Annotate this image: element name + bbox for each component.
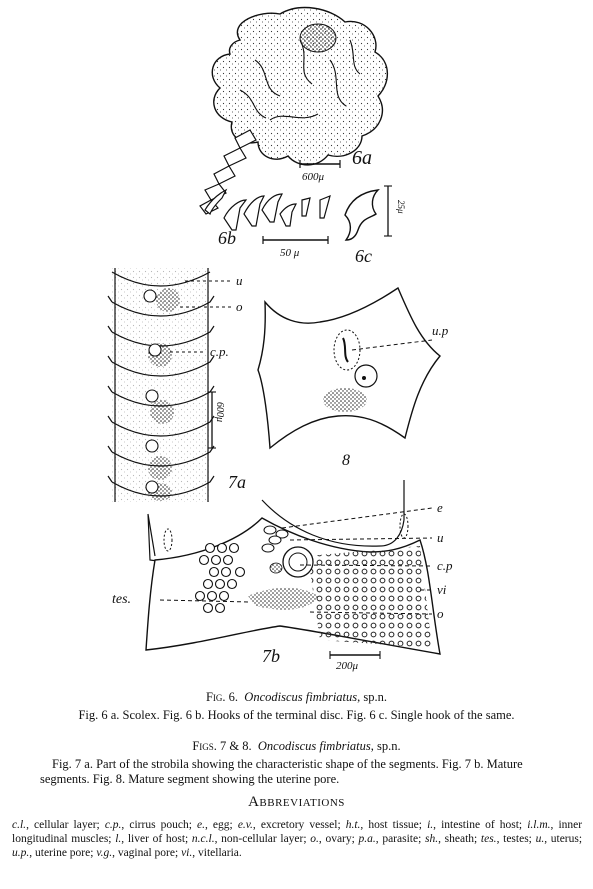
fig-6c-label: 6c [355,246,372,266]
abbreviation-entry [481,833,532,845]
fig-6b-label: 6b [218,228,236,248]
abbreviation-term: u. [535,833,545,845]
fig-7b-label: 7b [262,646,280,666]
scale-bar-7a-label: 600μ [214,402,225,423]
abbreviation-meaning: , excretory vessel; [252,819,341,831]
abbreviation-term: e.v. [237,819,253,831]
abbreviation-term: i.l.m. [527,819,551,831]
figs78-caption-detail: Fig. 7 a. Part of the strobila showing the characteristic shape of the segments. Fig. 7 b. Mature segments. Fig. 8. Mature segment showing the uterine pore. [40,757,523,786]
fig6-caption-title [0,690,593,705]
abbreviation-entry [346,819,422,831]
abbreviation-entry [310,833,355,845]
scale-bar-6b-label: 50 μ [280,247,300,259]
abbreviation-meaning: , egg; [204,819,233,831]
abbreviation-term: o. [310,833,319,845]
abbreviation-meaning: , uterine pore; [29,847,94,859]
abbreviation-term: n.c.l. [191,833,215,845]
abbreviation-term: h.t. [345,819,361,831]
abbreviation-entry [427,819,522,831]
abbreviation-meaning: , host tissue; [360,819,422,831]
figs78-caption-species: Oncodiscus fimbriatus [257,739,371,753]
abbreviation-meaning: , sheath; [438,833,478,845]
abbreviation-meaning: , intestine of host; [433,819,523,831]
abbreviation-term: u.p. [12,847,30,859]
figs78-caption-title [0,739,593,754]
scolex-drawing [200,8,387,214]
abbreviation-term: tes. [480,833,497,845]
fig-6a-label: 6a [352,147,372,169]
abbreviation-meaning: , cirrus pouch; [121,819,192,831]
abbreviation-term: p.a. [358,833,376,845]
figs78-caption-suffix: , sp.n. [370,739,401,753]
abbreviation-meaning: , cellular layer; [26,819,100,831]
abbreviation-entry [359,833,422,845]
abbreviation-term: vi. [181,847,193,859]
annotation-7b-o: o [437,606,444,621]
annotation-8-up: u.p [432,323,449,338]
figs78-caption-prefix: Figs. 7 & 8. [192,739,252,753]
abbreviation-entry [96,847,178,859]
abbreviation-meaning: , testes; [496,833,532,845]
abbreviations-list [12,818,582,860]
fig6-caption-species: Oncodiscus fimbriatus [244,690,358,704]
abbreviation-meaning: , uterus; [544,833,583,845]
fig-7a-label: 7a [228,472,246,492]
abbreviation-meaning: , ovary; [318,833,355,845]
abbreviation-entry [192,833,307,845]
scale-bar-6a-label: 600μ [302,171,325,183]
abbreviation-meaning: , liver of host; [121,833,189,845]
scale-bar-7b-label: 200μ [336,660,359,672]
abbreviation-entry [536,833,582,845]
annotation-7b-vi: vi [437,582,447,597]
fig7b-segment-drawing [146,480,440,659]
abbreviation-entry [197,819,233,831]
abbreviation-meaning: , vaginal pore; [112,847,179,859]
abbreviation-term: i. [427,819,434,831]
scale-bar-6c-label: 25μ [396,200,406,214]
abbreviation-term: v.g. [96,847,113,859]
hooks-drawing [205,190,330,230]
abbreviation-term: c.p. [104,819,122,831]
strobila-drawing [108,268,232,502]
abbreviation-meaning: , vitellaria. [192,847,242,859]
abbreviation-entry [105,819,192,831]
abbreviation-term: e. [197,819,205,831]
annotation-7a-cp: c.p. [210,344,229,359]
abbreviation-term: sh. [424,833,439,845]
fig6-caption-detail: Fig. 6 a. Scolex. Fig. 6 b. Hooks of the terminal disc. Fig. 6 c. Single hook of the same. [78,708,515,722]
fig6-caption-prefix: Fig. 6. [205,690,239,704]
abbreviation-meaning: , inner longitudinal muscles; [12,819,583,845]
abbreviation-meaning: , non-cellular layer; [214,833,307,845]
abbreviation-meaning: , parasite; [375,833,422,845]
abbreviations-heading: Abbreviations [248,794,345,810]
abbreviation-entry [238,819,341,831]
abbreviation-term: c.l. [12,819,27,831]
abbreviation-entry [12,819,100,831]
annotation-7b-tes: tes. [112,592,132,607]
abbreviation-term: l. [115,833,122,845]
abbreviation-entry [425,833,477,845]
fig6-caption-suffix: , sp.n. [357,690,388,704]
single-hook-drawing [345,190,378,240]
annotation-7b-u: u [437,530,444,545]
annotation-7a-o: o [236,299,243,314]
fig-8-label: 8 [342,452,350,469]
annotation-7b-cp: c.p [437,558,453,573]
abbreviation-entry [115,833,188,845]
annotation-7b-e: e [437,500,443,515]
abbreviation-entry [12,847,93,859]
fig8-segment-drawing [258,288,440,448]
abbreviation-entry [181,847,242,859]
annotation-7a-u: u [236,273,243,288]
